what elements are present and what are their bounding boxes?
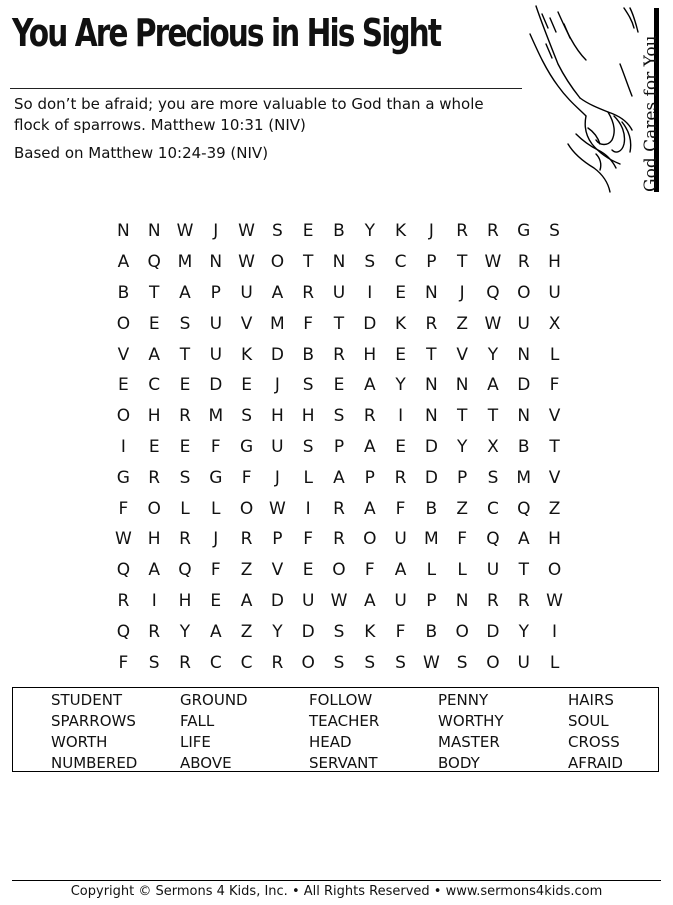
grid-letter[interactable]: E <box>179 436 191 457</box>
verse-text: So don’t be afraid; you are more valuable to God than a whole flock of sparrows. Matthew 10:31 (NIV) <box>14 95 484 134</box>
grid-letter[interactable]: A <box>333 467 345 488</box>
grid-letter[interactable]: N <box>517 406 531 427</box>
grid-letter[interactable]: N <box>425 406 438 427</box>
grid-letter[interactable]: S <box>148 652 160 673</box>
grid-letter[interactable]: A <box>148 344 161 365</box>
grid-letter[interactable]: R <box>394 467 407 488</box>
grid-letter[interactable]: R <box>179 529 191 550</box>
grid-letter[interactable]: O <box>239 498 254 519</box>
grid-letter[interactable]: W <box>114 529 132 550</box>
grid-letter[interactable]: Q <box>178 560 192 581</box>
word-list-item: STUDENT <box>51 691 123 709</box>
grid-letter[interactable]: R <box>179 652 191 673</box>
grid-letter[interactable]: N <box>147 221 161 242</box>
word-list-column <box>568 690 623 774</box>
grid-letter[interactable]: Z <box>240 621 253 642</box>
grid-letter[interactable]: B <box>425 498 438 519</box>
grid-letter[interactable]: W <box>484 252 502 273</box>
grid-letter[interactable]: Q <box>116 560 131 581</box>
grid-letter[interactable]: T <box>302 252 314 273</box>
footer-copyright: Copyright © Sermons 4 Kids, Inc. • All Rights Reserved • www.sermons4kids.com <box>70 884 603 899</box>
grid-letter[interactable]: N <box>455 590 469 611</box>
grid-letter[interactable]: B <box>425 621 438 642</box>
grid-letter[interactable]: Q <box>147 252 161 273</box>
grid-letter[interactable]: C <box>148 375 161 396</box>
grid-letter[interactable]: N <box>117 221 130 242</box>
grid-letter[interactable]: P <box>333 436 345 457</box>
grid-letter[interactable]: E <box>395 282 406 303</box>
grid-letter[interactable]: J <box>274 375 280 396</box>
grid-letter[interactable]: D <box>301 621 315 642</box>
grid-letter[interactable]: U <box>271 436 284 457</box>
grid-letter[interactable]: E <box>148 436 160 457</box>
grid-letter[interactable]: H <box>363 344 377 365</box>
side-label: God Cares for You <box>641 35 661 192</box>
grid-letter[interactable]: S <box>302 375 314 396</box>
grid-letter[interactable]: G <box>239 436 254 457</box>
grid-letter[interactable]: M <box>177 252 193 273</box>
grid-letter[interactable]: I <box>305 498 311 519</box>
grid-letter[interactable]: K <box>394 221 407 242</box>
grid-letter[interactable]: A <box>209 621 222 642</box>
grid-letter[interactable]: N <box>332 252 346 273</box>
grid-letter[interactable]: A <box>394 560 407 581</box>
grid-letter[interactable]: A <box>148 560 161 581</box>
grid-letter[interactable]: O <box>547 560 562 581</box>
word-list-item: HAIRS <box>568 691 614 709</box>
grid-letter[interactable]: E <box>395 344 406 365</box>
grid-letter[interactable]: Q <box>486 282 500 303</box>
grid-letter[interactable]: S <box>364 252 376 273</box>
grid-letter[interactable]: F <box>549 375 560 396</box>
grid-letter[interactable]: Y <box>456 436 468 457</box>
grid-letter[interactable]: U <box>332 282 346 303</box>
grid-letter[interactable]: U <box>517 652 530 673</box>
word-list-item: SERVANT <box>309 754 378 772</box>
grid-letter[interactable]: Q <box>486 529 500 550</box>
based-on-text: Based on Matthew 10:24-39 (NIV) <box>14 144 269 162</box>
grid-letter[interactable]: S <box>549 221 560 242</box>
word-list-item: TEACHER <box>309 712 380 730</box>
footer-divider <box>12 880 661 881</box>
grid-letter[interactable]: P <box>272 529 283 550</box>
grid-letter[interactable]: W <box>268 498 286 519</box>
grid-letter[interactable]: E <box>302 221 314 242</box>
grid-letter[interactable]: R <box>240 529 253 550</box>
grid-letter[interactable]: R <box>271 652 284 673</box>
grid-letter[interactable]: A <box>179 282 191 303</box>
grid-letter[interactable]: F <box>210 560 221 581</box>
grid-letter[interactable]: P <box>457 467 468 488</box>
word-list-item: BODY <box>438 754 480 772</box>
grid-letter[interactable]: P <box>426 252 437 273</box>
word-list-column <box>51 690 137 774</box>
word-list-item: CROSS <box>568 733 620 751</box>
grid-letter[interactable]: W <box>238 221 255 242</box>
grid-letter[interactable]: L <box>180 498 190 519</box>
grid-letter[interactable]: Y <box>487 344 499 365</box>
grid-letter[interactable]: K <box>241 344 253 365</box>
grid-letter[interactable]: U <box>486 560 500 581</box>
grid-letter[interactable]: T <box>333 313 345 334</box>
grid-letter[interactable]: P <box>426 590 437 611</box>
grid-letter[interactable]: T <box>179 344 191 365</box>
grid-letter[interactable]: F <box>303 313 314 334</box>
word-list-item: FALL <box>180 712 215 730</box>
grid-letter[interactable]: F <box>303 529 314 550</box>
grid-letter[interactable]: E <box>210 590 222 611</box>
grid-letter[interactable]: J <box>213 529 219 550</box>
word-list-column <box>180 690 248 774</box>
grid-letter[interactable]: C <box>209 652 222 673</box>
grid-letter[interactable]: L <box>426 560 437 581</box>
grid-letter[interactable]: V <box>548 467 561 488</box>
grid-letter[interactable]: N <box>517 344 531 365</box>
grid-letter[interactable]: O <box>363 529 377 550</box>
grid-letter[interactable]: S <box>333 621 345 642</box>
grid-letter[interactable]: F <box>118 498 129 519</box>
grid-letter[interactable]: E <box>118 375 129 396</box>
grid-letter[interactable]: B <box>117 282 130 303</box>
word-list-item: PENNY <box>438 691 489 709</box>
grid-letter[interactable]: N <box>455 375 469 396</box>
word-list-item: NUMBERED <box>51 754 138 772</box>
grid-letter[interactable]: S <box>241 406 252 427</box>
grid-letter[interactable]: H <box>270 406 284 427</box>
grid-letter[interactable]: F <box>395 621 406 642</box>
grid-letter[interactable]: G <box>209 467 223 488</box>
grid-letter[interactable]: O <box>116 406 131 427</box>
hands-holding-icon <box>528 4 658 196</box>
word-list-column <box>438 690 504 774</box>
grid-letter[interactable]: Z <box>456 498 468 519</box>
grid-letter[interactable]: N <box>209 252 223 273</box>
grid-letter[interactable]: G <box>517 221 531 242</box>
grid-letter[interactable]: T <box>518 560 529 581</box>
grid-letter[interactable]: T <box>456 252 468 273</box>
word-list-item: FOLLOW <box>309 691 373 709</box>
grid-letter[interactable]: U <box>240 282 253 303</box>
grid-letter[interactable]: P <box>210 282 221 303</box>
word-list-item: HEAD <box>309 733 352 751</box>
grid-letter[interactable]: A <box>117 252 130 273</box>
grid-letter[interactable]: T <box>456 406 468 427</box>
grid-letter[interactable]: O <box>147 498 161 519</box>
grid-letter[interactable]: Y <box>395 375 406 396</box>
grid-letter[interactable]: V <box>240 313 253 334</box>
page-title: You Are Precious in His Sight <box>12 11 441 55</box>
grid-letter[interactable]: T <box>426 344 437 365</box>
grid-letter[interactable]: U <box>394 529 407 550</box>
grid-letter[interactable]: H <box>147 406 161 427</box>
grid-letter[interactable]: E <box>148 313 160 334</box>
grid-letter[interactable]: E <box>302 560 314 581</box>
grid-letter[interactable]: B <box>333 221 345 242</box>
grid-letter[interactable]: R <box>333 529 345 550</box>
grid-letter[interactable]: X <box>548 313 561 334</box>
grid-letter[interactable]: A <box>517 529 530 550</box>
grid-letter[interactable]: R <box>363 406 376 427</box>
grid-letter[interactable]: C <box>487 498 499 519</box>
grid-letter[interactable]: T <box>149 282 160 303</box>
grid-letter[interactable]: B <box>517 436 530 457</box>
word-list-item: MASTER <box>438 733 500 751</box>
word-list-item: ABOVE <box>180 754 232 772</box>
grid-letter[interactable]: O <box>486 652 500 673</box>
grid-letter[interactable]: M <box>516 467 532 488</box>
grid-letter[interactable]: L <box>549 344 560 365</box>
grid-letter[interactable]: L <box>211 498 221 519</box>
grid-letter[interactable]: L <box>303 467 313 488</box>
grid-letter[interactable]: T <box>487 406 499 427</box>
grid-letter[interactable]: G <box>116 467 130 488</box>
grid-letter[interactable]: N <box>425 375 438 396</box>
grid-letter[interactable]: F <box>118 652 129 673</box>
grid-letter[interactable]: O <box>270 252 285 273</box>
grid-letter[interactable]: D <box>517 375 531 396</box>
grid-letter[interactable]: D <box>424 467 438 488</box>
grid-letter[interactable]: Q <box>116 621 131 642</box>
grid-letter[interactable]: R <box>148 467 161 488</box>
grid-letter[interactable]: E <box>241 375 252 396</box>
grid-letter[interactable]: U <box>301 590 315 611</box>
grid-letter[interactable]: R <box>487 221 499 242</box>
grid-letter[interactable]: O <box>332 560 346 581</box>
grid-letter[interactable]: O <box>455 621 469 642</box>
grid-letter[interactable]: U <box>394 590 407 611</box>
grid-letter[interactable]: W <box>330 590 348 611</box>
grid-letter[interactable]: R <box>456 221 469 242</box>
grid-letter[interactable]: Y <box>364 221 375 242</box>
grid-letter[interactable]: F <box>364 560 375 581</box>
grid-letter[interactable]: R <box>487 590 499 611</box>
word-list-item: WORTH <box>51 733 108 751</box>
grid-letter[interactable]: H <box>178 590 192 611</box>
grid-letter[interactable]: Y <box>179 621 191 642</box>
grid-letter[interactable]: B <box>302 344 315 365</box>
grid-letter[interactable]: D <box>270 344 284 365</box>
grid-letter[interactable]: J <box>428 221 434 242</box>
grid-letter[interactable]: A <box>271 282 284 303</box>
grid-letter[interactable]: N <box>425 282 438 303</box>
grid-letter[interactable]: E <box>333 375 345 396</box>
grid-letter[interactable]: D <box>209 375 223 396</box>
grid-letter[interactable]: P <box>364 467 375 488</box>
grid-letter[interactable]: T <box>549 436 560 457</box>
grid-letter[interactable]: D <box>363 313 377 334</box>
grid-letter[interactable]: A <box>363 436 376 457</box>
grid-letter[interactable]: D <box>424 436 438 457</box>
grid-letter[interactable]: V <box>271 560 284 581</box>
grid-letter[interactable]: W <box>176 221 194 242</box>
grid-letter[interactable]: I <box>120 436 126 457</box>
grid-letter[interactable]: E <box>395 436 406 457</box>
grid-letter[interactable]: J <box>213 221 219 242</box>
grid-letter[interactable]: Q <box>517 498 531 519</box>
grid-letter[interactable]: S <box>487 467 499 488</box>
grid-letter[interactable]: S <box>302 436 314 457</box>
grid-letter[interactable]: W <box>238 252 255 273</box>
grid-letter[interactable]: H <box>548 252 561 273</box>
grid-letter[interactable]: H <box>147 529 161 550</box>
grid-letter[interactable]: C <box>394 252 407 273</box>
grid-letter[interactable]: F <box>457 529 468 550</box>
grid-letter[interactable]: R <box>517 252 530 273</box>
grid-letter[interactable]: U <box>209 344 223 365</box>
grid-letter[interactable]: O <box>301 652 315 673</box>
word-list-item: SOUL <box>568 712 609 730</box>
grid-letter[interactable]: A <box>363 498 376 519</box>
grid-letter[interactable]: C <box>240 652 253 673</box>
grid-letter[interactable]: F <box>241 467 252 488</box>
grid-letter[interactable]: S <box>333 652 345 673</box>
grid-letter[interactable]: J <box>459 282 465 303</box>
grid-letter[interactable]: S <box>179 467 191 488</box>
grid-letter[interactable]: I <box>398 406 404 427</box>
grid-letter[interactable]: Z <box>548 498 561 519</box>
grid-letter[interactable]: R <box>517 590 530 611</box>
grid-letter[interactable]: R <box>333 498 345 519</box>
title-divider <box>10 88 522 89</box>
grid-letter[interactable]: V <box>456 344 468 365</box>
grid-letter[interactable]: A <box>240 590 253 611</box>
grid-letter[interactable]: V <box>117 344 130 365</box>
grid-letter[interactable]: M <box>208 406 224 427</box>
word-list-item: SPARROWS <box>51 712 136 730</box>
grid-letter[interactable]: A <box>363 590 376 611</box>
grid-letter[interactable]: R <box>179 406 191 427</box>
grid-letter[interactable]: K <box>364 621 376 642</box>
word-list-item: GROUND <box>180 691 248 709</box>
grid-letter[interactable]: F <box>210 436 221 457</box>
grid-letter[interactable]: W <box>422 652 440 673</box>
grid-letter[interactable]: F <box>395 498 406 519</box>
grid-letter[interactable]: X <box>487 436 499 457</box>
grid-letter[interactable]: W <box>484 313 502 334</box>
grid-letter[interactable]: V <box>548 406 561 427</box>
grid-letter[interactable]: W <box>546 590 563 611</box>
grid-letter[interactable]: H <box>548 529 561 550</box>
grid-letter[interactable]: S <box>456 652 468 673</box>
grid-letter[interactable]: D <box>270 590 284 611</box>
grid-letter[interactable]: U <box>209 313 223 334</box>
grid-letter[interactable]: U <box>517 313 530 334</box>
grid-letter[interactable]: E <box>179 375 191 396</box>
grid-letter[interactable]: O <box>116 313 131 334</box>
word-search-grid[interactable] <box>108 216 570 678</box>
grid-letter[interactable]: M <box>424 529 439 550</box>
grid-letter[interactable]: I <box>367 282 373 303</box>
word-list-column <box>309 690 379 774</box>
grid-letter[interactable]: D <box>486 621 500 642</box>
grid-letter[interactable]: R <box>117 590 130 611</box>
grid-letter[interactable]: S <box>271 221 283 242</box>
grid-letter[interactable]: O <box>517 282 531 303</box>
grid-letter[interactable]: Z <box>456 313 468 334</box>
word-list-item: AFRAID <box>568 754 623 772</box>
grid-letter[interactable]: S <box>179 313 191 334</box>
grid-letter[interactable]: S <box>395 652 406 673</box>
grid-letter[interactable]: S <box>364 652 376 673</box>
grid-letter[interactable]: K <box>394 313 407 334</box>
grid-letter[interactable]: R <box>148 621 161 642</box>
grid-letter[interactable]: R <box>425 313 438 334</box>
grid-letter[interactable]: M <box>270 313 285 334</box>
word-list-item: LIFE <box>180 733 211 751</box>
grid-letter[interactable]: I <box>552 621 558 642</box>
grid-letter[interactable]: L <box>457 560 467 581</box>
grid-letter[interactable]: L <box>549 652 560 673</box>
grid-letter[interactable]: A <box>363 375 376 396</box>
grid-letter[interactable]: Z <box>240 560 253 581</box>
grid-letter[interactable]: R <box>302 282 315 303</box>
grid-letter[interactable]: H <box>301 406 315 427</box>
word-list-item: WORTHY <box>438 712 504 730</box>
grid-letter[interactable]: J <box>274 467 280 488</box>
word-list <box>12 687 659 772</box>
grid-letter[interactable]: R <box>333 344 345 365</box>
grid-letter[interactable]: Y <box>518 621 529 642</box>
grid-letter[interactable]: I <box>151 590 157 611</box>
grid-letter[interactable]: A <box>487 375 499 396</box>
grid-letter[interactable]: S <box>333 406 345 427</box>
grid-letter[interactable]: U <box>548 282 561 303</box>
grid-letter[interactable]: Y <box>272 621 283 642</box>
